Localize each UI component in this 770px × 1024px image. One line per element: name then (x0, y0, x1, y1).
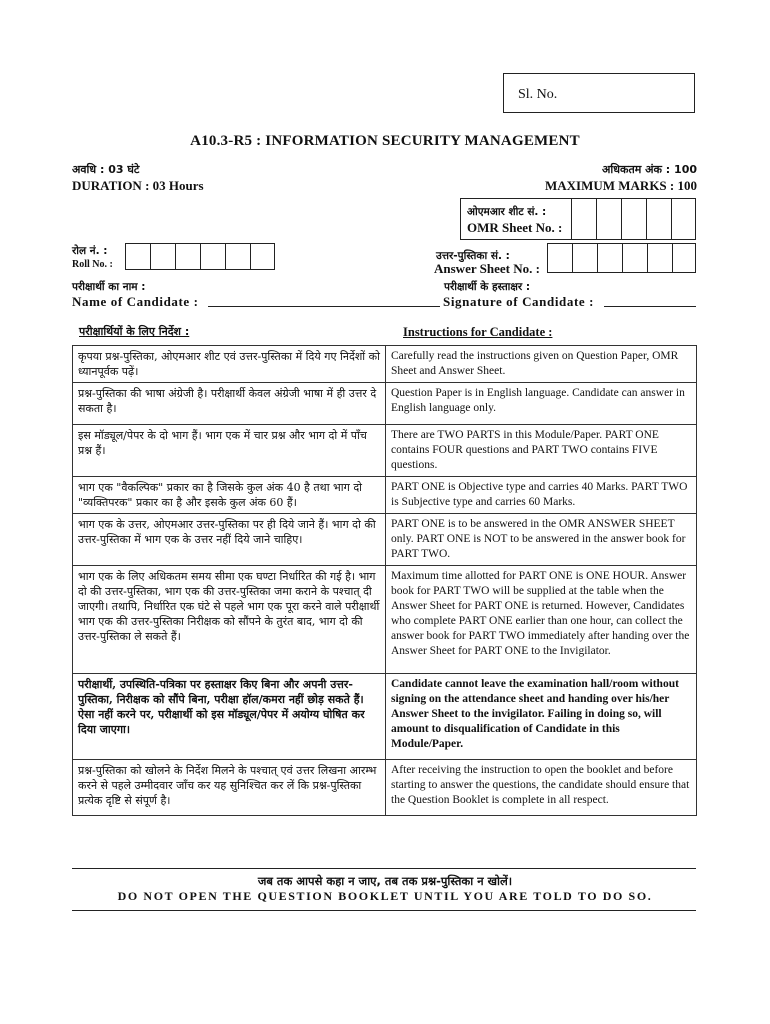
instruction-hindi: भाग एक के लिए अधिकतम समय सीमा एक घण्टा निर्धारित की गई है। भाग दो की उत्तर-पुस्तिका, भाग एक की उत्तर-पुस्तिका जमा कराने के पश्चात् दी जाएगी। तथापि, निर्धारित एक घंटे से पहले भाग एक पूरा करने वाले परीक्षार्थी भाग एक की उत्तर-पुस्तिका निरीक्षक को सौंपने के तुरंत बाद, भाग दो की उत्तर-पुस्तिका ले सकते हैं। (73, 566, 386, 674)
instruction-english: Carefully read the instructions given on Question Paper, OMR Sheet and Answer Sheet. (386, 346, 697, 383)
instruction-english: There are TWO PARTS in this Module/Paper. PART ONE contains FOUR questions and PART TWO contains FIVE questions. (386, 425, 697, 477)
instruction-row (73, 383, 697, 425)
answer-digit-box[interactable] (598, 244, 623, 272)
omr-digit-box[interactable] (572, 199, 597, 239)
roll-no-english: Roll No. : (72, 259, 113, 270)
candidate-name-english: Name of Candidate : (72, 294, 199, 309)
instruction-row (73, 477, 697, 514)
instruction-hindi: भाग एक "वैकल्पिक" प्रकार का है जिसके कुल अंक 40 है तथा भाग दो "व्यक्तिपरक" प्रकार का है और इसके कुल अंक 60 हैं। (73, 477, 386, 514)
omr-sheet-english: OMR Sheet No. : (467, 220, 563, 235)
instruction-english: PART ONE is to be answered in the OMR ANSWER SHEET only. PART ONE is NOT to be answered in the answer book for PART TWO. (386, 514, 697, 566)
footer-top-rule (72, 868, 696, 869)
omr-sheet-hindi: ओएमआर शीट सं. : (467, 206, 547, 218)
candidate-name-field[interactable] (208, 306, 440, 307)
max-marks-hindi: अधिकतम अंक : 100 (601, 163, 697, 176)
candidate-signature-english: Signature of Candidate : (443, 294, 595, 309)
answer-digit-box[interactable] (673, 244, 695, 272)
instruction-hindi: भाग एक के उत्तर, ओएमआर उत्तर-पुस्तिका पर ही दिये जाने हैं। भाग दो की उत्तर-पुस्तिका में भाग एक के उत्तर नहीं दिये जाने चाहिए। (73, 514, 386, 566)
instructions-table (72, 345, 697, 816)
instruction-hindi: परीक्षार्थी, उपस्थिति-पत्रिका पर हस्ताक्षर किए बिना और अपनी उत्तर-पुस्तिका, निरीक्षक को सौंपे बिना, परीक्षा हॉल/कमरा नहीं छोड़ सकते हैं। ऐसा नहीं करने पर, परीक्षार्थी को इस मॉड्यूल/पेपर में अयोग्य घोषित कर दिया जाएगा। (73, 674, 386, 760)
roll-digit-box[interactable] (226, 244, 251, 269)
instruction-english: PART ONE is Objective type and carries 40 Marks. PART TWO is Subjective type and carries 60 Marks. (386, 477, 697, 514)
omr-digit-box[interactable] (672, 199, 695, 239)
roll-digit-box[interactable] (251, 244, 274, 269)
answer-digit-box[interactable] (548, 244, 573, 272)
omr-sheet-number-field[interactable] (571, 198, 696, 240)
sl-no-box (503, 73, 695, 113)
instruction-hindi: कृपया प्रश्न-पुस्तिका, ओएमआर शीट एवं उत्तर-पुस्तिका में दिये गए निर्देशों को ध्यानपूर्वक पढ़ें। (73, 346, 386, 383)
answer-digit-box[interactable] (573, 244, 598, 272)
answer-sheet-number-field[interactable] (547, 243, 696, 273)
instruction-row (73, 566, 697, 674)
footer-bottom-rule (72, 910, 696, 911)
duration-english: DURATION : 03 Hours (72, 178, 204, 193)
instructions-header-english: Instructions for Candidate : (403, 325, 553, 339)
instruction-row (73, 514, 697, 566)
roll-digit-box[interactable] (126, 244, 151, 269)
instruction-english: Question Paper is in English language. Candidate can answer in English language only. (386, 383, 697, 425)
instruction-english: Maximum time allotted for PART ONE is ONE HOUR. Answer book for PART TWO will be supplied at the table when the Answer Sheet for PART ONE is returned. However, Candidates who complete PART ONE earlier than one hour, can collect the answer book for PART TWO immediately after handing over the Answer Sheet for PART ONE to the Invigilator. (386, 566, 697, 674)
instructions-header-hindi: परीक्षार्थियों के लिए निर्देश : (79, 325, 190, 338)
instruction-hindi: प्रश्न-पुस्तिका को खोलने के निर्देश मिलने के पश्चात् एवं उत्तर लिखना आरम्भ करने से पहले उम्मीदवार जाँच कर यह सुनिश्चित कर लें कि प्रश्न-पुस्तिका प्रत्येक दृष्टि से संपूर्ण है। (73, 760, 386, 816)
candidate-name-hindi: परीक्षार्थी का नाम : (72, 281, 146, 293)
answer-sheet-hindi: उत्तर-पुस्तिका सं. : (436, 250, 510, 262)
instruction-english: Candidate cannot leave the examination hall/room without signing on the attendance sheet and handing over his/her Answer Sheet to the invigilator. Failing in doing so, will amount to disqualification of Candidate in this Module/Paper. (386, 674, 697, 760)
footer-english: DO NOT OPEN THE QUESTION BOOKLET UNTIL YOU ARE TOLD TO DO SO. (117, 889, 653, 903)
answer-digit-box[interactable] (648, 244, 673, 272)
roll-digit-box[interactable] (176, 244, 201, 269)
duration-hindi: अवधि : 03 घंटे (72, 163, 140, 176)
omr-digit-box[interactable] (647, 199, 672, 239)
footer-hindi: जब तक आपसे कहा न जाए, तब तक प्रश्न-पुस्तिका न खोलें। (257, 874, 513, 888)
roll-digit-box[interactable] (201, 244, 226, 269)
instruction-hindi: इस मॉड्यूल/पेपर के दो भाग हैं। भाग एक में चार प्रश्न और भाग दो में पाँच प्रश्न हैं। (73, 425, 386, 477)
instruction-english: After receiving the instruction to open the booklet and before starting to answer the questions, the candidate should ensure that the Question Booklet is complete in all respect. (386, 760, 697, 816)
candidate-signature-field[interactable] (604, 306, 696, 307)
roll-no-field[interactable] (125, 243, 275, 270)
instruction-hindi: प्रश्न-पुस्तिका की भाषा अंग्रेजी है। परीक्षार्थी केवल अंग्रेजी भाषा में ही उत्तर दे सकता है। (73, 383, 386, 425)
instruction-row (73, 425, 697, 477)
instruction-row (73, 674, 697, 760)
paper-title: A10.3-R5 : INFORMATION SECURITY MANAGEMENT (190, 133, 580, 149)
instruction-row (73, 346, 697, 383)
roll-no-hindi: रोल नं. : (72, 245, 108, 257)
max-marks-english: MAXIMUM MARKS : 100 (544, 178, 697, 193)
answer-sheet-english: Answer Sheet No. : (434, 261, 540, 276)
answer-digit-box[interactable] (623, 244, 648, 272)
omr-digit-box[interactable] (622, 199, 647, 239)
roll-digit-box[interactable] (151, 244, 176, 269)
sl-no-label: Sl. No. (518, 87, 558, 102)
omr-digit-box[interactable] (597, 199, 622, 239)
instruction-row (73, 760, 697, 816)
omr-sheet-label-box (460, 198, 572, 240)
candidate-signature-hindi: परीक्षार्थी के हस्ताक्षर : (444, 281, 531, 293)
